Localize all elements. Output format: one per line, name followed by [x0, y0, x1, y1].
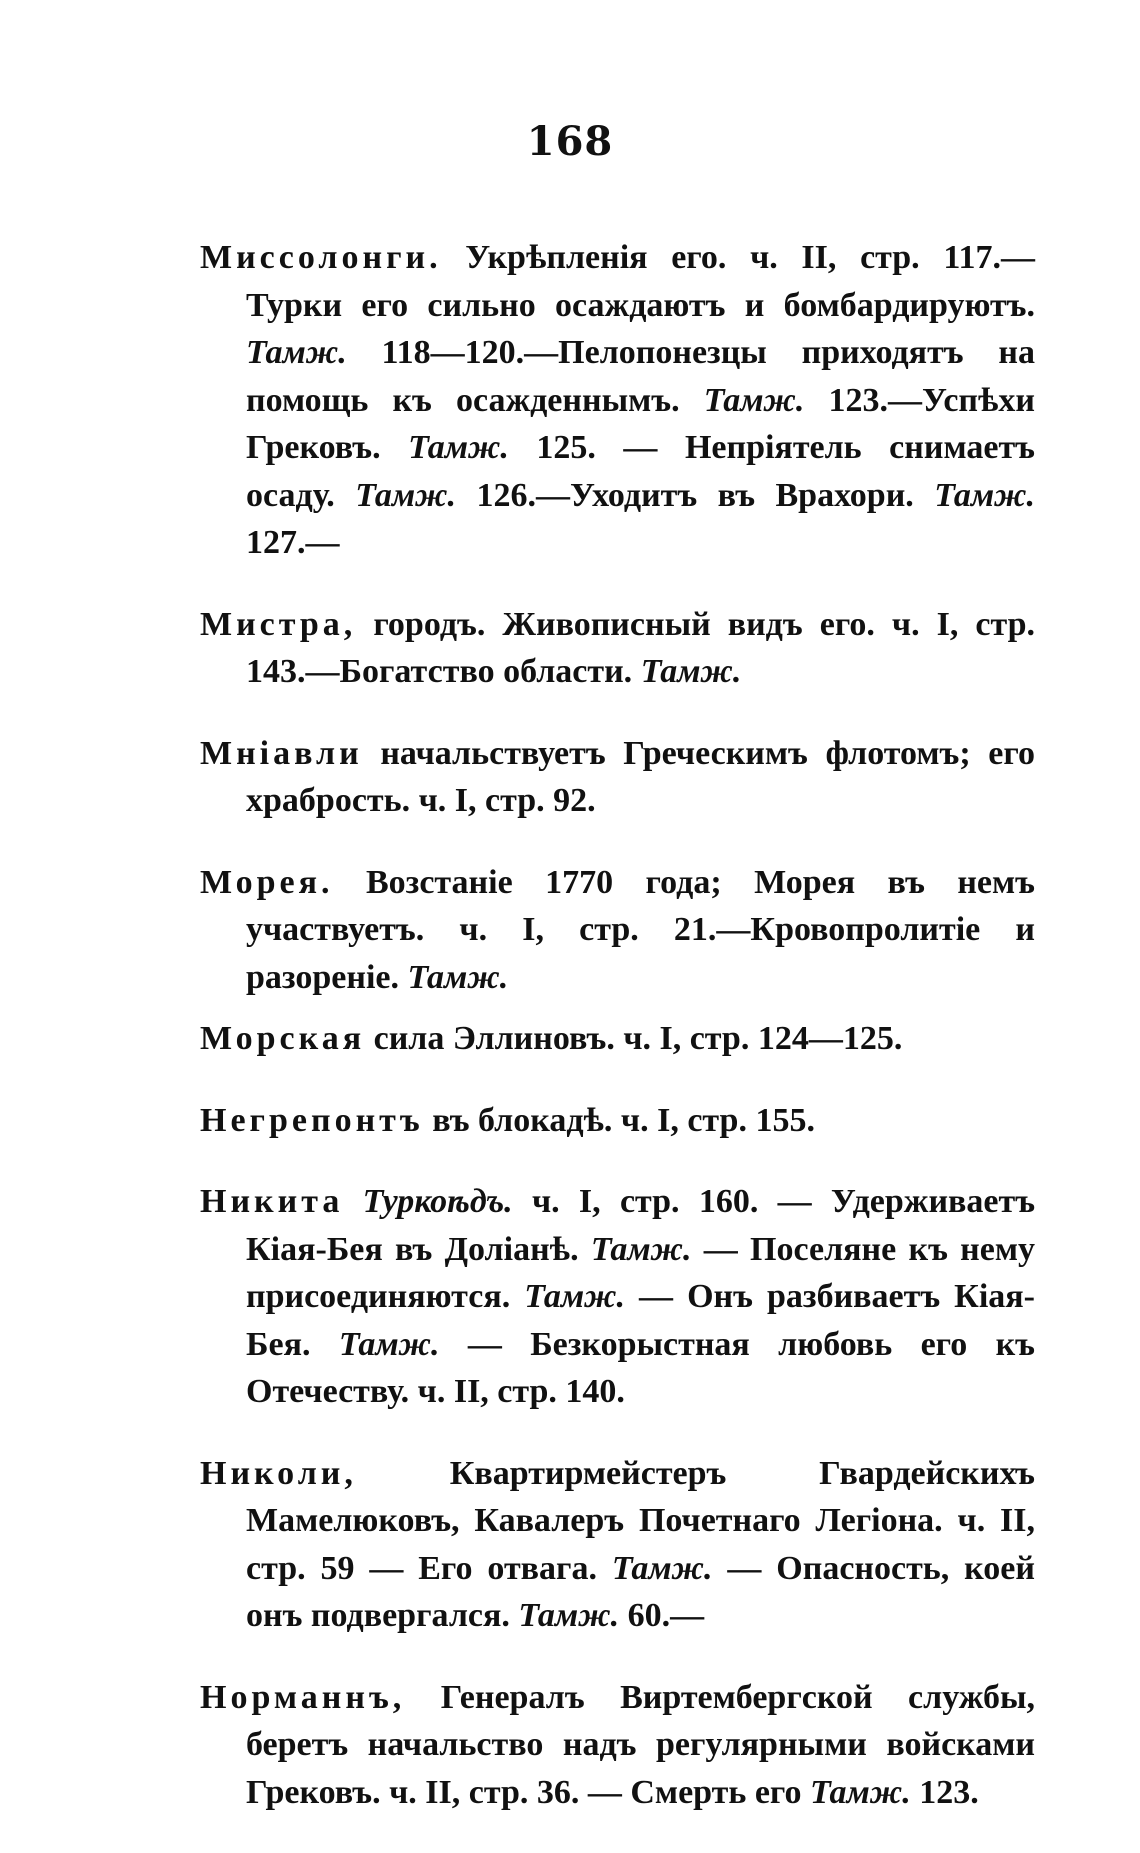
entry-text	[343, 1183, 362, 1220]
entry-reference-abbrev: Тамж.	[518, 1597, 620, 1634]
index-entry	[200, 730, 1035, 825]
entry-text: 125. — Непріятель снимаетъ осаду.	[246, 429, 1035, 514]
index-entry	[200, 234, 1035, 567]
entry-headword: Негрепонтъ	[200, 1101, 424, 1139]
entry-text: городъ. Живописный видъ его. ч. I, стр. 143.—Богатство области.	[246, 605, 1035, 690]
entry-text: ч. I, стр. 160. — Удерживаетъ Кіая-Бея въ Доліанѣ.	[246, 1183, 1036, 1268]
entry-text: Возстаніе 1770 года; Морея въ немъ участвуетъ. ч. I, стр. 21.—Кровопролитіе и разореніе.	[246, 863, 1035, 996]
entry-text: — Безкорыстная любовь его къ Отечеству. ч. II, стр. 140.	[246, 1325, 1036, 1410]
entry-reference-abbrev: Тамж.	[590, 1230, 692, 1268]
entry-headword: Мніавли	[200, 734, 363, 772]
entry-text: — Онъ разбиваетъ Кіая-Бея.	[246, 1278, 1035, 1363]
entry-reference-abbrev: Тамж.	[408, 429, 509, 466]
entry-text: — Опасность, коей онъ подвергался.	[246, 1549, 1035, 1634]
entry-text: 60.—	[619, 1597, 705, 1634]
entry-reference-abbrev: Тамж.	[810, 1773, 911, 1811]
entry-reference-abbrev: Тамж.	[703, 381, 805, 419]
index-entry	[200, 1178, 1035, 1416]
entry-reference-abbrev: Тамж.	[355, 476, 457, 514]
index-entry	[200, 601, 1035, 696]
entry-headword: Морея.	[200, 863, 334, 901]
entry-text: сила Эллиновъ. ч. I, стр. 124—125.	[365, 1020, 903, 1057]
entry-text: въ блокадѣ. ч. I, стр. 155.	[423, 1101, 815, 1139]
entry-reference-abbrev: Тамж.	[246, 334, 347, 371]
entry-reference-abbrev: Туркоѣдъ.	[362, 1183, 513, 1220]
entry-headword: Морская	[200, 1020, 366, 1057]
entry-headword: Николи,	[200, 1454, 357, 1492]
index-entry	[200, 1450, 1035, 1640]
index-list	[200, 200, 1035, 1816]
entry-text: Генералъ Виртембергской службы, беретъ начальство надъ регулярными войсками Грековъ. ч. II, стр. 36. — Смерть его	[246, 1678, 1035, 1811]
entry-text: 127.—	[246, 524, 340, 561]
entry-reference-abbrev: Тамж.	[338, 1325, 440, 1363]
entry-headword: Мистра,	[200, 605, 357, 643]
entry-reference-abbrev: Тамж.	[407, 958, 509, 996]
entry-text: 118—120.—Пелопонезцы приходятъ на помощь къ осажденнымъ.	[246, 334, 1035, 419]
page-number: 168	[526, 118, 614, 165]
entry-text: Квартирмейстеръ Гвардейскихъ Мамелюковъ, Кавалеръ Почетнаго Легіона. ч. II, стр. 59 — Его отвага.	[246, 1454, 1035, 1587]
entry-reference-abbrev: Тамж.	[640, 653, 742, 690]
entry-headword: Норманнъ,	[200, 1678, 406, 1716]
entry-text: 123.	[910, 1773, 979, 1811]
entry-text: начальствуетъ Греческимъ флотомъ; его храбрость. ч. I, стр. 92.	[246, 734, 1035, 819]
entry-text: Укрѣпленія его. ч. II, стр. 117.— Турки его сильно осаждаютъ и бомбардируютъ.	[246, 239, 1035, 324]
entry-text: 123.—Успѣхи Грековъ.	[246, 381, 1035, 466]
index-entry	[200, 1674, 1035, 1817]
entry-reference-abbrev: Тамж.	[934, 476, 1035, 514]
index-entry	[200, 1097, 1035, 1145]
entry-text: — Поселяне къ нему присоединяются.	[246, 1230, 1035, 1315]
entry-reference-abbrev: Тамж.	[524, 1278, 625, 1315]
index-entry	[200, 859, 1035, 1002]
entry-reference-abbrev: Тамж.	[611, 1549, 713, 1587]
entry-headword: Миссолонги.	[200, 239, 442, 276]
entry-text: 126.—Уходитъ въ Врахори.	[456, 476, 935, 514]
index-entry	[200, 1015, 1035, 1063]
entry-headword: Никита	[200, 1183, 344, 1220]
